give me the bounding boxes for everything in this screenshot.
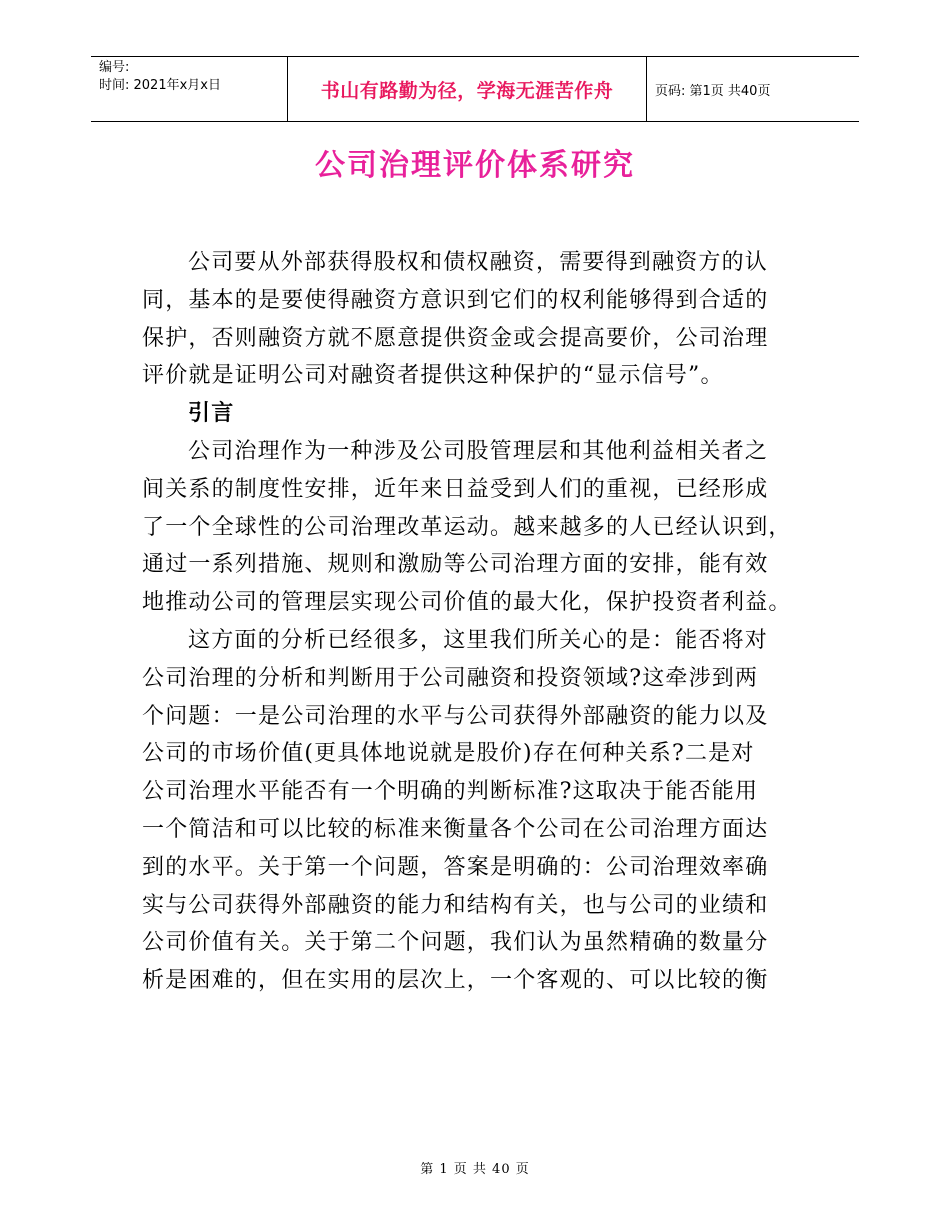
header-motto: 书山有路勤为径，学海无涯苦作舟 (287, 57, 647, 121)
body-line: 这方面的分析已经很多，这里我们所关心的是：能否将对 (188, 627, 769, 653)
body-line: 通过一系列措施、规则和激励等公司治理方面的安排，能有效 (142, 552, 769, 578)
body-line: 实与公司获得外部融资的能力和结构有关，也与公司的业绩和 (142, 892, 769, 918)
body-line: 了一个全球性的公司治理改革运动。越来越多的人已经认识到， (142, 514, 792, 540)
body-line: 地推动公司的管理层实现公司价值的最大化，保护投资者利益。 (142, 590, 792, 616)
body-line: 公司价值有关。关于第二个问题，我们认为虽然精确的数量分 (142, 930, 769, 956)
body-line: 公司的市场价值(更具体地说就是股价)存在何种关系?二是对 (142, 741, 755, 767)
header-meta (91, 57, 287, 121)
body-line: 公司治理的分析和判断用于公司融资和投资领域?这牵涉到两 (142, 665, 759, 691)
body-line: 公司要从外部获得股权和债权融资，需要得到融资方的认 (188, 250, 769, 275)
document-time-label: 时间: 2021年x月x日 (99, 78, 221, 93)
body-line: 一个简洁和可以比较的标准来衡量各个公司在公司治理方面达 (142, 816, 769, 842)
body-line: 析是困难的，但在实用的层次上，一个客观的、可以比较的衡 (142, 968, 769, 994)
body-line: 保护，否则融资方就不愿意提供资金或会提高要价，公司治理 (142, 325, 769, 351)
document-title: 公司治理评价体系研究 (315, 148, 635, 183)
body-line: 到的水平。关于第一个问题，答案是明确的：公司治理效率确 (142, 854, 769, 880)
section-heading: 引言 (188, 401, 235, 427)
body-line: 间关系的制度性安排，近年来日益受到人们的重视，已经形成 (142, 476, 769, 502)
page-footer: 第 1 页 共 40 页 (420, 1162, 530, 1177)
body-line: 个问题：一是公司治理的水平与公司获得外部融资的能力以及 (142, 703, 769, 729)
document-number-label: 编号: (99, 60, 130, 75)
header-page-info: 页码: 第1页 共40页 (655, 83, 771, 99)
body-line: 公司治理水平能否有一个明确的判断标准?这取决于能否能用 (142, 779, 759, 805)
body-line: 评价就是证明公司对融资者提供这种保护的“显示信号”。 (142, 363, 724, 389)
document-body (142, 244, 822, 1000)
body-line: 同，基本的是要使得融资方意识到它们的权利能够得到合适的 (142, 287, 769, 313)
body-line: 公司治理作为一种涉及公司股管理层和其他利益相关者之 (188, 438, 769, 464)
page-header (91, 56, 859, 122)
